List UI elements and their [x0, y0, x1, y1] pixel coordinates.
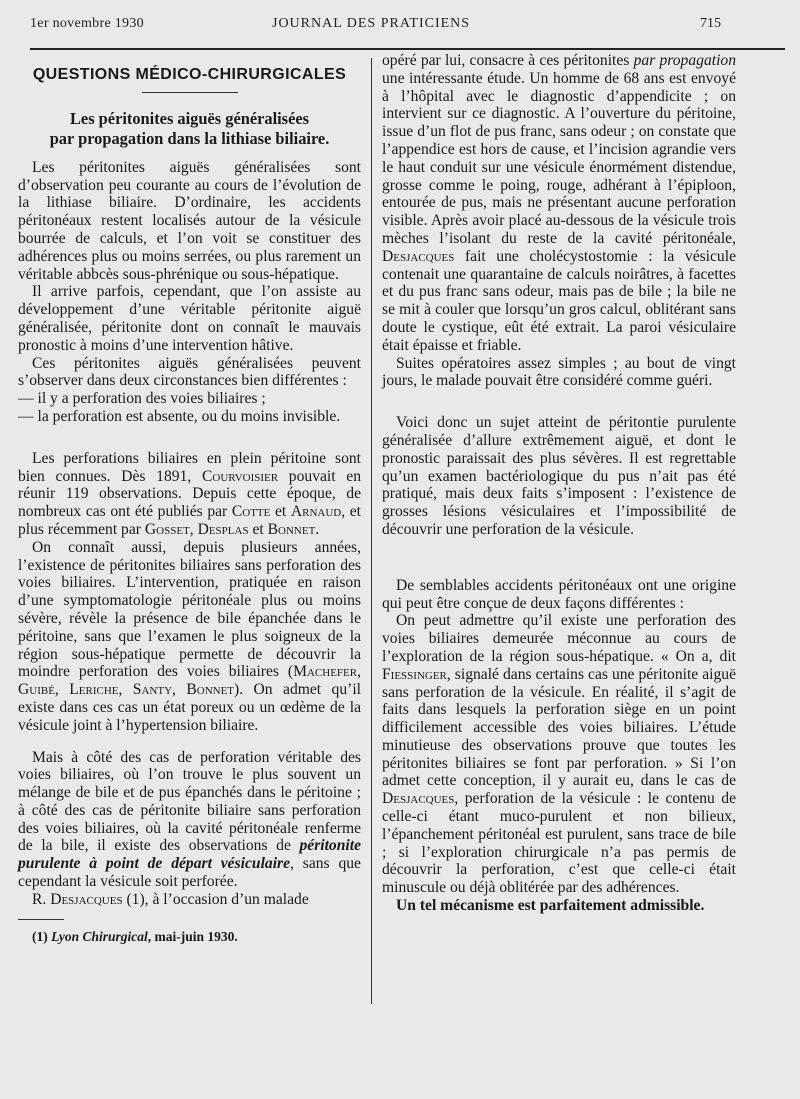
author-name: Courvoisier: [201, 467, 279, 485]
left-column: [18, 60, 361, 945]
text-run: , et plus récemment par: [18, 503, 361, 538]
text-run: Les perforations biliaires en plein péritoine sont bien connues. Dès 1891,: [18, 449, 361, 485]
text-run: ). On admet qu’il existe dans ces cas un état poreux ou un œdème de la vésicule joint à l’hypertension biliaire.: [18, 681, 361, 734]
journal-title: JOURNAL DES PRATICIENS: [272, 16, 471, 31]
text-run: R.: [32, 890, 51, 908]
author-name: Arnaud: [290, 503, 342, 521]
author-name: Desjacques: [50, 890, 123, 908]
text-run: , sans que cependant la vésicule soit perforée.: [18, 855, 361, 891]
issue-date: 1er novembre 1930: [30, 16, 144, 31]
header-rule: [30, 48, 785, 50]
author-name: Fiessinger: [382, 665, 447, 683]
author-names: Machefer, Guibé, Leriche, Santy, Bonnet: [18, 663, 361, 699]
paragraph-spacer: [18, 735, 361, 749]
section-heading: QUESTIONS MÉDICO-CHIRURGICALES: [32, 66, 347, 83]
emphasis: péritonite purulente à point de départ vésiculaire: [18, 837, 361, 873]
emphasis: par propagation: [633, 52, 736, 69]
paragraph-spacer: [382, 390, 736, 414]
text-run: On connaît aussi, depuis plusieurs années, l’existence de péritonites biliaires sans perforation des voies biliaires. L’intervention, pratiquée en raison d’une symptomatologie péritonéale plus ou moins sévère, révèle la présence de bile épanchée dans le péritoine, sans que l’examen le plus soigneux de la région sous-hépatique permette de découvrir la moindre perforation des voies biliaires (: [18, 538, 361, 681]
article-title-line-2: par propagation dans la lithiase biliaire.: [49, 128, 330, 148]
paragraph: [382, 52, 736, 355]
author-name: Desplas: [197, 520, 249, 538]
paragraph: Il arrive parfois, cependant, que l’on assiste au développement d’une véritable péritonite aiguë généralisée, péritonite dont on connaît le mauvais pronostic à moins d’une intervention hâtive.: [18, 283, 361, 354]
list-item: — il y a perforation des voies biliaires ;: [18, 390, 266, 408]
paragraph: [18, 539, 361, 735]
paragraph: [382, 612, 736, 897]
paragraph: Un tel mécanisme est parfaitement admissible.: [396, 897, 705, 915]
text-run: Mais à côté des cas de perforation véritable des voies biliaires, où l’on trouve le plus souvent un mélange de bile et de pus épanchés dans le péritoine ; à côté des cas de péritonite biliaire sans perforation des voies biliaires, où la cavité péritonéale renferme de la bile, il existe des observations de: [18, 748, 361, 855]
column-divider: [371, 58, 372, 1004]
paragraph-spacer: [382, 539, 736, 563]
text-run: (1), à l’occasion d’un malade: [122, 890, 309, 908]
text-run: On peut admettre qu’il existe une perforation des voies biliaires demeurée méconnue au cours de l’exploration de la région sous-hépatique. « On a, dit: [382, 612, 736, 665]
paragraph: De semblables accidents péritonéaux ont une origine qui peut être conçue de deux façons différentes :: [382, 576, 736, 612]
text-run: fait une cholécystostomie : la vésicule contenait une quarantaine de calculs noirâtres, à facettes et du pus franc sans odeur, mais pas de bile ; la bile ne se mit à couler que lorsqu’un gros calcul, oblitérant sans doute le cystique, eût été extrait. La paroi vésiculaire était épaisse et friable.: [382, 247, 736, 354]
text-run: .: [315, 520, 320, 538]
list-item: — la perforation est absente, ou du moins invisible.: [18, 407, 341, 425]
paragraph: Ces péritonites aiguës généralisées peuvent s’observer dans deux circonstances bien différentes :: [18, 354, 361, 390]
text-run: ,: [189, 520, 198, 538]
author-name: Cotte: [231, 503, 271, 521]
page-number: 715: [700, 16, 721, 31]
paragraph: [18, 891, 361, 909]
paragraph: Voici donc un sujet atteint de péritontie purulente généralisée d’allure extrêmement aiguë, et dont le pronostic paraissait des plus sévères. Il est regrettable qu’un examen bactériologique du pus n’ait pas été pratiqué, mais deux faits s’imposent : l’existence de grosses lésions vésiculaires et l’impossibilité de découvrir une perforation de la vésicule.: [382, 414, 736, 538]
section-heading-rule: [142, 92, 238, 93]
paragraph: Les péritonites aiguës généralisées sont d’observation peu courante au cours de l’évolution de la lithiase biliaire. D’ordinaire, les accidents péritonéaux restent localisés autour de la vésicule bourrée de calculs, et l’on voit se constituer des adhérences plus ou moins serrées, ou plus rarement un véritable abbcès sous-phrénique ou sous-hépatique.: [18, 158, 361, 283]
text-run: pouvait en réunir 119 observations. Depuis cette époque, de nombreux cas ont été publiés par: [18, 467, 361, 521]
text-run: opéré par lui, consacre à ces péritonites: [382, 52, 634, 69]
paragraph-spacer: [18, 426, 361, 450]
right-column: [382, 52, 736, 915]
text-run: , mai-juin 1930.: [147, 928, 238, 944]
page-header: [0, 12, 800, 38]
article-title: [18, 109, 361, 149]
author-name: Bonnet: [267, 520, 316, 538]
footnote: [18, 928, 361, 946]
paragraph: [18, 749, 361, 891]
text-run: , perforation de la vésicule : le contenu de celle-ci étant muco-purulent et non bilieux, l’épanchement péritonéal est purulent, sans trace de bile ; si l’exploration chirurgicale n’a pas permis de découvrir la perforation, c’est que celle-ci était minuscule ou déjà oblitérée par des adhérences.: [382, 790, 736, 897]
text-run: et: [270, 503, 291, 521]
paragraph: [18, 450, 361, 539]
paragraph: Suites opératoires assez simples ; au bout de vingt jours, le malade pouvait être considéré comme guéri.: [382, 354, 736, 390]
footnote-source: Lyon Chirurgical: [51, 928, 148, 944]
text-run: et: [248, 520, 268, 538]
author-name: Desjacques: [382, 247, 455, 265]
author-name: Gosset: [144, 520, 190, 538]
footnote-rule: [18, 919, 64, 920]
text-run: une intéressante étude. Un homme de 68 ans est envoyé à l’hôpital avec le diagnostic d’appendicite ; on intervient sur ce diagnostic. A l’ouverture du péritoine, issue d’un flot de pus franc, sans odeur ; on constate que l’appendice est hors de cause, et l’incision agrandie vers le haut conduit sur une vésicule énormément distendue, grosse comme le poing, rouge, adhérant à l’épiploon, entourée de pus, mais ne présentant aucune perforation visible. Après avoir placé au-dessous de la vésicule trois mèches l’isolant du reste de la cavité péritonéale,: [382, 69, 736, 247]
footnote-marker: (1): [32, 928, 52, 944]
author-name: Desjacques: [382, 790, 455, 808]
article-title-line-1: Les péritonites aiguës généralisées: [70, 108, 309, 128]
paragraph-spacer: [382, 563, 736, 577]
text-run: , signalé dans certains cas une péritonite aiguë sans perforation de la vésicule. En réalité, il s’agit de faits dans lesquels la perforation siège en un point difficilement accessible des voies biliaires. L’étude minutieuse des observations prouve que toutes les péritonites biliaires se font par perforation. » Si l’on admet cette conception, il y aurait eu, dans le cas de: [382, 665, 736, 790]
